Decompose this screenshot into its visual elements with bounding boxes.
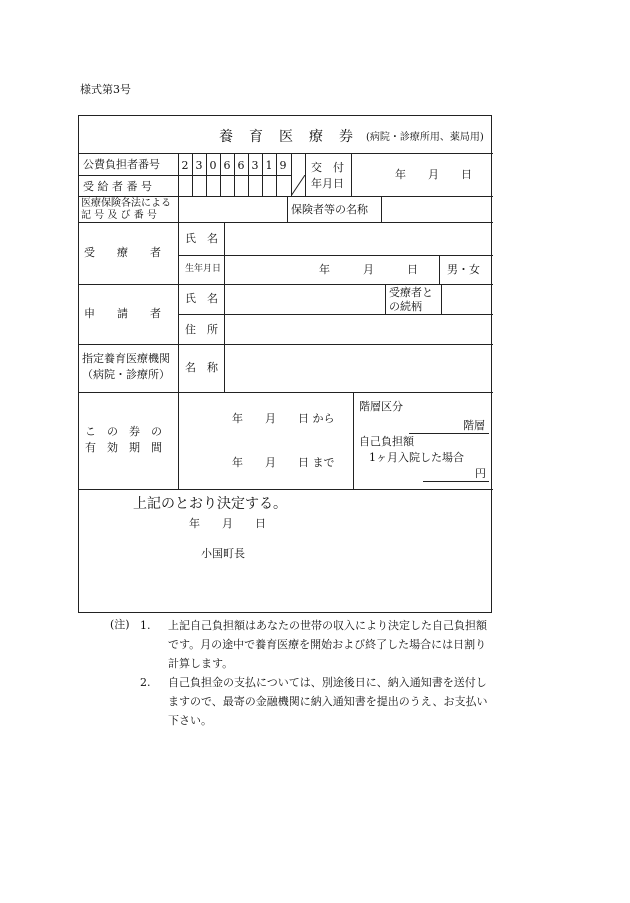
validity-label: 有 効 期 間	[85, 441, 162, 454]
note-text: 自己負担金の支払については、別途後日に、納入通知書を送付しますので、最寄の金融機関に納入通知書を提出のうえ、お支払い下さい。	[168, 676, 488, 727]
recipient-number-label: 受 給 者 番 号	[83, 180, 152, 193]
notes-prefix: (注)	[110, 618, 130, 631]
form-title: 養 育 医 療 券	[219, 129, 354, 145]
relation-label: 受療者と	[389, 286, 433, 299]
note-text: 上記自己負担額はあなたの世帯の収入により決定した自己負担額です。月の途中で養育医療を開始および終了した場合には日割り計算します。	[168, 619, 487, 670]
birth-date-value: 年 月 日	[319, 263, 418, 276]
form-title-note: (病院・診療所用、薬局用)	[366, 132, 484, 143]
copay-sub-label: 1ヶ月入院した場合	[369, 451, 464, 464]
note-item	[140, 673, 495, 730]
note-item	[140, 616, 495, 673]
insurance-label: 医療保険各法による	[81, 198, 171, 209]
diagonal-slash	[291, 175, 305, 196]
issue-date-label: 年月日	[311, 177, 344, 190]
payer-digit: 3	[251, 158, 259, 172]
payer-digit: 3	[195, 158, 203, 172]
payer-digit: 6	[223, 158, 231, 172]
note-number: 2.	[140, 676, 151, 689]
issue-date-value: 年 月 日	[395, 168, 472, 181]
applicant-label: 申 請 者	[84, 307, 161, 320]
payer-digit: 2	[181, 158, 189, 172]
payer-digit: 9	[279, 158, 287, 172]
validity-label: こ の 券 の	[85, 425, 162, 438]
copay-label: 自己負担額	[359, 435, 414, 448]
sex-value: 男・女	[447, 263, 480, 276]
validity-to: 年 月 日 まで	[232, 456, 335, 469]
form-number: 様式第3号	[80, 83, 131, 96]
payer-digit: 6	[237, 158, 245, 172]
decision-text: 上記のとおり決定する。	[133, 496, 287, 512]
decision-date: 年 月 日	[189, 517, 266, 530]
tier-label: 階層区分	[359, 400, 403, 413]
institution-name-label: 名 称	[185, 361, 218, 374]
institution-label: （病院・診療所）	[82, 368, 170, 381]
applicant-name-label: 氏 名	[185, 292, 218, 305]
issue-date-label: 交 付	[311, 161, 344, 174]
note-number: 1.	[140, 619, 151, 632]
insurer-name-label: 保険者等の名称	[291, 203, 368, 216]
tier-unit: 階層	[463, 419, 485, 432]
address-label: 住 所	[185, 323, 218, 336]
payer-number-label: 公費負担者番号	[83, 158, 160, 171]
medical-voucher-form	[78, 115, 492, 613]
insurance-label: 記 号 及 び 番 号	[81, 210, 157, 221]
payer-digit: 1	[265, 158, 273, 172]
relation-label: の続柄	[389, 300, 422, 313]
mayor-signature: 小国町長	[201, 547, 245, 560]
institution-label: 指定養育医療機関	[82, 352, 170, 365]
birth-date-label: 生年月日	[185, 264, 222, 274]
validity-from: 年 月 日 から	[232, 412, 335, 425]
copay-unit: 円	[475, 467, 486, 480]
payer-digit: 0	[209, 158, 217, 172]
patient-name-label: 氏 名	[185, 232, 218, 245]
patient-label: 受 療 者	[84, 246, 161, 259]
